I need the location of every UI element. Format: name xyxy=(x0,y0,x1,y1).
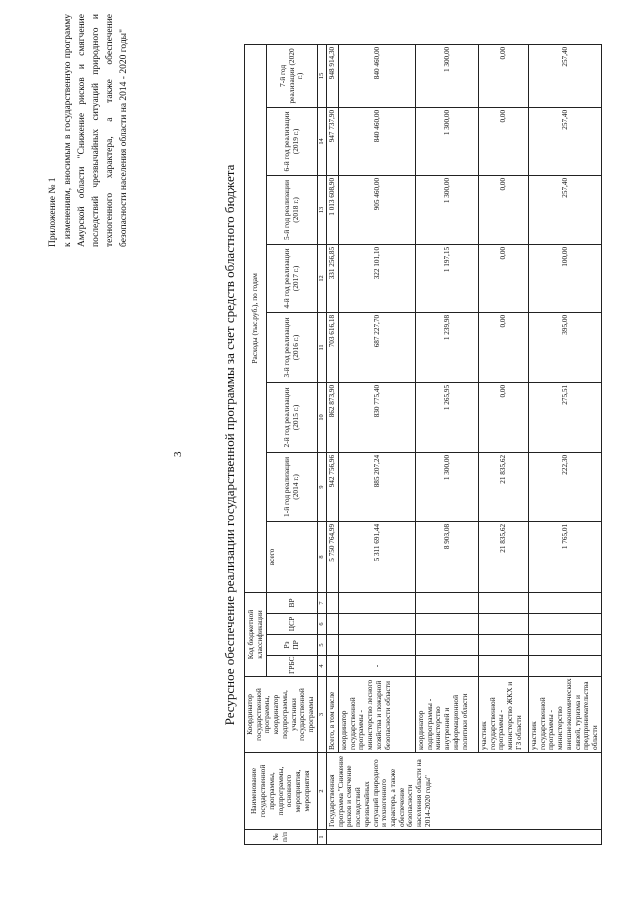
vr-cell xyxy=(415,592,478,613)
grbs-cell: - xyxy=(338,656,415,677)
grbs-cell xyxy=(478,656,528,677)
header-year-3: 3-й год реализации (2016 г.) xyxy=(267,312,318,382)
index-cell: 5 xyxy=(317,635,326,656)
year-cell: 1 013 608,90 xyxy=(326,175,338,244)
csr-cell xyxy=(528,614,601,635)
vr-cell xyxy=(326,592,338,613)
year-cell: 1 265,95 xyxy=(415,382,478,452)
year-cell: 1 197,15 xyxy=(415,244,478,312)
year-cell: 0,00 xyxy=(478,312,528,382)
vr-cell xyxy=(478,592,528,613)
header-vr: ВР xyxy=(267,592,318,613)
year-cell: 21 835,62 xyxy=(478,452,528,521)
index-cell: 4 xyxy=(317,656,326,677)
year-cell: 257,40 xyxy=(528,175,601,244)
coordinator-cell: координатор государственной программы - министерство лесного хозяйства и пожарной безопасности области xyxy=(338,677,415,753)
document-title: Ресурсное обеспечение реализации государственной программы за счет средств областного бюджета xyxy=(222,164,237,726)
coordinator-cell: участник государственной программы - министерство ЖКХ и ГЗ области xyxy=(478,677,528,753)
rzpr-cell xyxy=(415,635,478,656)
csr-cell xyxy=(326,614,338,635)
header-expenses: Расходы (тыс.руб.), по годам xyxy=(245,44,267,592)
header-coordinator: Координатор государственной программы, координатор подпрограммы, участники государственной программы xyxy=(245,677,318,753)
year-cell: 947 737,90 xyxy=(326,107,338,175)
year-cell: 1 300,00 xyxy=(415,175,478,244)
index-cell: 3 xyxy=(317,677,326,753)
year-cell: 0,00 xyxy=(478,244,528,312)
year-cell: 275,51 xyxy=(528,382,601,452)
table-row xyxy=(478,44,528,844)
year-cell: 687 227,70 xyxy=(338,312,415,382)
total-cell: 1 765,01 xyxy=(528,521,601,592)
year-cell: 100,00 xyxy=(528,244,601,312)
grbs-cell xyxy=(326,656,338,677)
header-year-6: 6-й год реализации (2019 г.) xyxy=(267,107,318,175)
page-number: 3 xyxy=(172,451,184,457)
index-cell: 11 xyxy=(317,312,326,382)
year-cell: 1 300,00 xyxy=(415,44,478,107)
header-year-7: 7-й год реализации (2020 г.) xyxy=(267,44,318,107)
year-cell: 0,00 xyxy=(478,107,528,175)
year-cell: 1 239,98 xyxy=(415,312,478,382)
csr-cell xyxy=(415,614,478,635)
header-csr: ЦСР xyxy=(267,614,318,635)
year-cell: 331 256,85 xyxy=(326,244,338,312)
index-cell: 12 xyxy=(317,244,326,312)
index-cell: 14 xyxy=(317,107,326,175)
csr-cell xyxy=(478,614,528,635)
appendix-title: Приложение № 1 xyxy=(48,177,58,247)
coordinator-cell: координатор подпрограммы - министерство внутренней и информационной политики области xyxy=(415,677,478,753)
header-total: всего xyxy=(267,521,318,592)
header-grbs: ГРБС xyxy=(267,656,318,677)
rzpr-cell xyxy=(326,635,338,656)
index-cell: 15 xyxy=(317,44,326,107)
table-row xyxy=(326,44,338,844)
rzpr-cell xyxy=(338,635,415,656)
year-cell: 948 914,30 xyxy=(326,44,338,107)
csr-cell xyxy=(338,614,415,635)
appendix-text: к изменениям, вносимым в государственную программу Амурской области "Снижение рисков и смягчение последствий чрезвычайных ситуаций природного и техногенного характера, а также обеспечение безопасности населения области на 2014 - 2020 годы" xyxy=(63,14,129,247)
rzpr-cell xyxy=(528,635,601,656)
year-cell: 395,00 xyxy=(528,312,601,382)
coordinator-cell: Всего, в том числе xyxy=(326,677,338,753)
year-cell: 830 775,40 xyxy=(338,382,415,452)
total-cell: 8 903,08 xyxy=(415,521,478,592)
header-name: Наименование государственной программы, подпрограммы, основного мероприятия, мероприятия xyxy=(245,753,318,830)
index-cell: 9 xyxy=(317,452,326,521)
year-cell: 862 873,90 xyxy=(326,382,338,452)
grbs-cell xyxy=(415,656,478,677)
year-cell: 942 756,96 xyxy=(326,452,338,521)
year-cell: 222,30 xyxy=(528,452,601,521)
program-name: Государственная программа "Снижение рисков и смягчение последствий чрезвычайных ситуаций природного и техногенного характера, а также обеспечение безопасности населения области на 2014-2020 годы" xyxy=(326,753,601,830)
vr-cell xyxy=(528,592,601,613)
year-cell: 885 207,24 xyxy=(338,452,415,521)
header-year-1: 1-й год реализации (2014 г.) xyxy=(267,452,318,521)
appendix-note xyxy=(46,14,131,247)
total-cell: 5 750 764,99 xyxy=(326,521,338,592)
year-cell: 840 460,00 xyxy=(338,44,415,107)
resource-table xyxy=(244,44,602,845)
table-row xyxy=(338,44,415,844)
row-num xyxy=(326,830,601,845)
year-cell: 322 101,10 xyxy=(338,244,415,312)
coordinator-cell: участник государственной программы - министерство внешнеэкономических связей, туризма и предпринимательства области xyxy=(528,677,601,753)
index-cell: 13 xyxy=(317,175,326,244)
year-cell: 0,00 xyxy=(478,382,528,452)
year-cell: 257,40 xyxy=(528,107,601,175)
index-cell: 8 xyxy=(317,521,326,592)
year-cell: 905 460,00 xyxy=(338,175,415,244)
header-budget-code: Код бюджетной классификации xyxy=(245,592,267,676)
total-cell: 21 835,62 xyxy=(478,521,528,592)
grbs-cell xyxy=(528,656,601,677)
year-cell: 703 616,18 xyxy=(326,312,338,382)
index-cell: 7 xyxy=(317,592,326,613)
index-cell: 6 xyxy=(317,614,326,635)
year-cell: 1 300,00 xyxy=(415,107,478,175)
index-cell: 1 xyxy=(317,830,326,845)
rzpr-cell xyxy=(478,635,528,656)
header-year-2: 2-й год реализации (2015 г.) xyxy=(267,382,318,452)
year-cell: 0,00 xyxy=(478,44,528,107)
index-cell: 10 xyxy=(317,382,326,452)
header-year-5: 5-й год реализации (2018 г.) xyxy=(267,175,318,244)
header-rzpr: Рз ПР xyxy=(267,635,318,656)
year-cell: 1 300,00 xyxy=(415,452,478,521)
table-row xyxy=(415,44,478,844)
table-row xyxy=(528,44,601,844)
header-year-4: 4-й год реализации (2017 г.) xyxy=(267,244,318,312)
column-index-row xyxy=(317,44,326,844)
vr-cell xyxy=(338,592,415,613)
index-cell: 2 xyxy=(317,753,326,830)
year-cell: 840 460,00 xyxy=(338,107,415,175)
year-cell: 0,00 xyxy=(478,175,528,244)
header-num: № п/п xyxy=(245,830,318,845)
year-cell: 257,40 xyxy=(528,44,601,107)
total-cell: 5 311 691,44 xyxy=(338,521,415,592)
